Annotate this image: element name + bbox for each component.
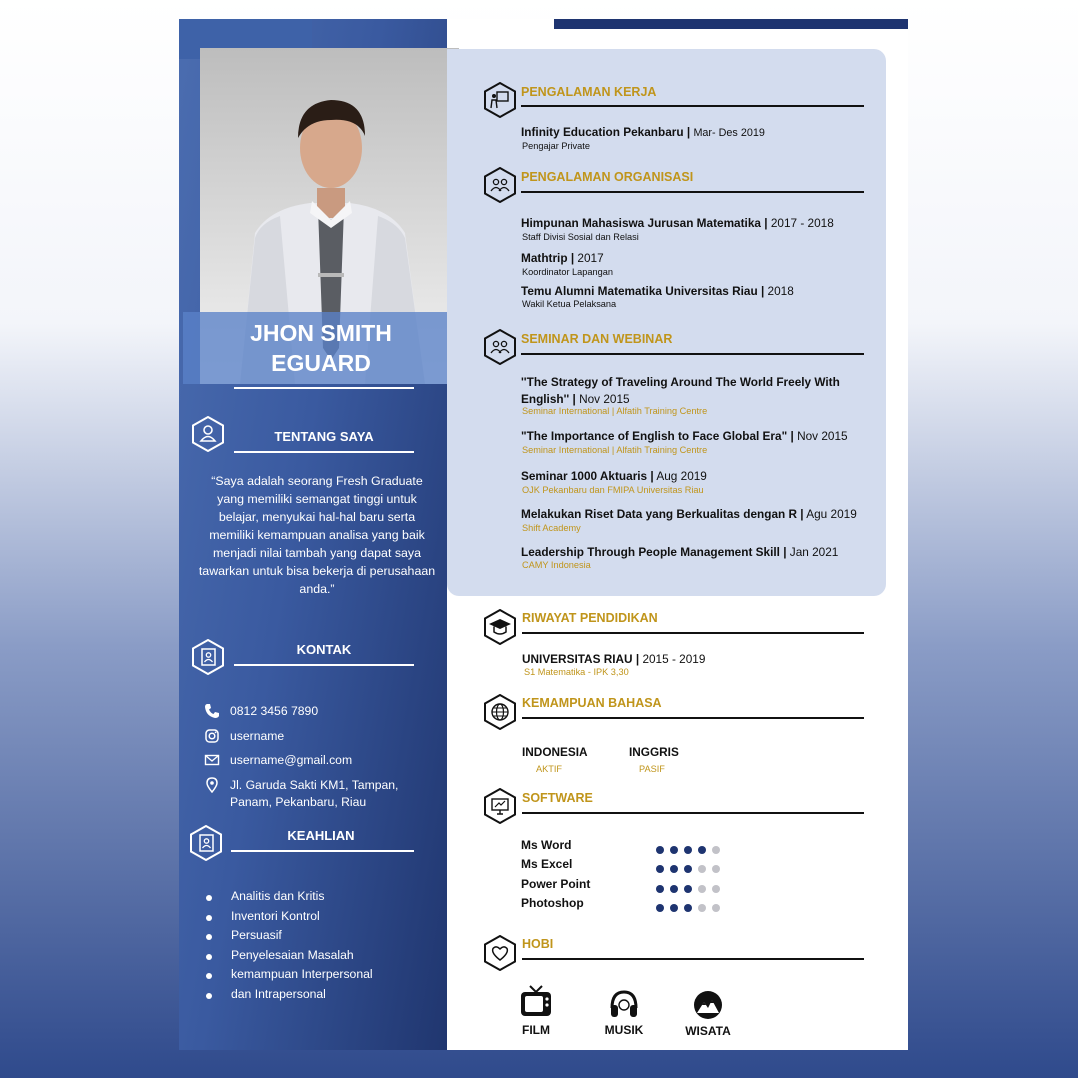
about-title: TENTANG SAYA <box>274 429 374 444</box>
org-role: Wakil Ketua Pelaksana <box>522 299 617 309</box>
education-entry: UNIVERSITAS RIAU | 2015 - 2019 <box>522 652 706 666</box>
seminar-entry: Melakukan Riset Data yang Berkualitas dengan R | Agu 2019 <box>521 507 857 521</box>
level-dot-empty <box>698 904 706 912</box>
work-entry: Infinity Education Pekanbaru | Mar- Des 2019 <box>521 125 765 139</box>
seminar-org: Seminar International | Alfatih Training Centre <box>522 406 708 416</box>
teacher-board-icon <box>483 82 517 118</box>
software-level-dots <box>656 860 726 878</box>
language-level: PASIF <box>639 764 665 774</box>
name-underline <box>234 387 414 389</box>
language-level: AKTIF <box>536 764 563 774</box>
org-role: Staff Divisi Sosial dan Relasi <box>522 232 639 242</box>
level-dot-empty <box>712 885 720 893</box>
user-icon <box>191 416 225 452</box>
group-icon <box>483 167 517 203</box>
level-dot-filled <box>656 904 664 912</box>
level-dot-filled <box>684 885 692 893</box>
level-dot-filled <box>698 846 706 854</box>
org-entry: Temu Alumni Matematika Universitas Riau | 2018 <box>521 284 794 298</box>
top-accent-bar <box>554 19 908 29</box>
language-name: INGGRIS <box>629 745 679 759</box>
level-dot-filled <box>684 904 692 912</box>
level-dot-empty <box>712 846 720 854</box>
seminar-org: Seminar International | Alfatih Training Centre <box>522 445 708 455</box>
software-title: SOFTWARE <box>522 791 593 805</box>
skills-underline <box>231 850 414 852</box>
about-text: “Saya adalah seorang Fresh Graduate yang memiliki semangat tinggi untuk belajar, menyukai hal-hal baru serta memiliki kemampuan analisa yang baik menjadi nilai tambah yang dapat saya tawarkan untuk bisa bekerja di perusahaan anda.” <box>198 474 436 596</box>
name-banner <box>183 312 459 384</box>
mail-icon <box>204 752 220 768</box>
tv-icon <box>519 984 553 1020</box>
organization-title: PENGALAMAN ORGANISASI <box>521 170 694 184</box>
skill-item: kemampuan Interpersonal <box>203 967 373 987</box>
name-last: EGUARD <box>271 350 371 376</box>
hobby-music <box>599 988 649 1037</box>
level-dot-empty <box>698 885 706 893</box>
skill-item: Inventori Kontrol <box>203 909 373 929</box>
education-detail: S1 Matematika - IPK 3,30 <box>524 667 629 677</box>
org-role: Koordinator Lapangan <box>522 267 613 277</box>
skills-title: KEAHLIAN <box>287 828 355 843</box>
seminar-title: SEMINAR DAN WEBINAR <box>521 332 673 346</box>
skill-item: Penyelesaian Masalah <box>203 948 373 968</box>
work-title: PENGALAMAN KERJA <box>521 85 657 99</box>
skills-list <box>203 889 373 1007</box>
seminar-org: Shift Academy <box>522 523 581 533</box>
language-name: INDONESIA <box>522 745 588 759</box>
software-name: Photoshop <box>521 896 584 910</box>
level-dot-filled <box>670 885 678 893</box>
software-name: Ms Excel <box>521 857 573 871</box>
software-level-dots <box>656 841 726 859</box>
software-name: Ms Word <box>521 838 572 852</box>
seminar-entry: ''The Strategy of Traveling Around The World Freely With English'' | Nov 2015 <box>521 375 840 406</box>
level-dot-empty <box>698 865 706 873</box>
instagram-icon <box>204 728 220 744</box>
seminar-underline <box>521 353 864 355</box>
level-dot-filled <box>656 865 664 873</box>
level-dot-filled <box>684 865 692 873</box>
software-name: Power Point <box>521 877 591 891</box>
education-title: RIWAYAT PENDIDIKAN <box>522 611 658 625</box>
hobby-underline <box>522 958 864 960</box>
hobby-label: FILM <box>522 1023 550 1037</box>
contact-book-icon <box>191 639 225 675</box>
level-dot-filled <box>670 846 678 854</box>
level-dot-empty <box>712 865 720 873</box>
software-underline <box>522 812 864 814</box>
phone-icon <box>204 703 220 719</box>
level-dot-filled <box>670 904 678 912</box>
about-underline <box>234 451 414 453</box>
address-line-2: Panam, Pekanbaru, Riau <box>230 795 367 809</box>
seminar-entry: "The Importance of English to Face Global Era" | Nov 2015 <box>521 429 848 443</box>
level-dot-filled <box>684 846 692 854</box>
contact-underline <box>234 664 414 666</box>
level-dot-filled <box>670 865 678 873</box>
education-underline <box>522 632 864 634</box>
address-line-1: Jl. Garuda Sakti KM1, Tampan, <box>230 778 399 792</box>
org-entry: Mathtrip | 2017 <box>521 251 604 265</box>
level-dot-empty <box>712 904 720 912</box>
work-underline <box>521 105 864 107</box>
skill-item-continued: dan Intrapersonal <box>203 987 373 1007</box>
location-pin-icon <box>204 777 220 793</box>
hobby-label: MUSIK <box>604 1023 644 1037</box>
software-level-dots <box>656 899 726 917</box>
seminar-org: OJK Pekanbaru dan FMIPA Universitas Riau <box>522 485 704 495</box>
software-level-dots <box>656 880 726 898</box>
level-dot-filled <box>656 885 664 893</box>
graduation-cap-icon <box>483 609 517 645</box>
seminar-entry: Leadership Through People Management Skill | Jan 2021 <box>521 545 839 559</box>
level-dot-filled <box>656 846 664 854</box>
mountain-icon <box>692 989 724 1021</box>
computer-icon <box>483 788 517 824</box>
org-entry: Himpunan Mahasiswa Jurusan Matematika | 2017 - 2018 <box>521 216 834 230</box>
hobby-title: HOBI <box>522 937 554 951</box>
skill-badge-icon <box>189 825 223 861</box>
skill-item: Analitis dan Kritis <box>203 889 373 909</box>
hobby-travel <box>682 989 734 1038</box>
name-first: JHON SMITH <box>250 320 392 346</box>
seminar-org: CAMY Indonesia <box>522 560 591 570</box>
heart-icon <box>483 935 517 971</box>
seminar-entry: Seminar 1000 Aktuaris | Aug 2019 <box>521 469 707 483</box>
people-icon <box>483 329 517 365</box>
hobby-film <box>514 984 558 1037</box>
resume-page <box>179 19 908 1050</box>
work-role: Pengajar Private <box>522 141 590 151</box>
left-sidebar: JHON SMITH EGUARD TENTANG SAYA “Saya adalah seorang Fresh Graduate yang memiliki semangat tinggi untuk belajar, menyukai hal-hal baru serta memiliki kemampuan analisa yang baik menjadi nilai tambah yang dapat saya tawarkan untuk bisa bekerja di perusahaan anda.” KONTAK 0812 3456 7890 username username@gmail.com Jl. Garuda Sakti KM1, Tampan, Panam, Pekanbaru, Riau KEAHLIAN Analitis dan Kritis Inventori Kontrol Persuasif Penyelesaian Masalah kemampuan Interpersonal dan Intrapersonal <box>179 19 447 1050</box>
hobby-label: WISATA <box>685 1024 731 1038</box>
organization-underline <box>521 191 864 193</box>
skill-item: Persuasif <box>203 928 373 948</box>
language-title: KEMAMPUAN BAHASA <box>522 696 662 710</box>
language-underline <box>522 717 864 719</box>
contact-title: KONTAK <box>296 642 352 657</box>
headphones-icon <box>608 988 640 1020</box>
globe-icon <box>483 694 517 730</box>
